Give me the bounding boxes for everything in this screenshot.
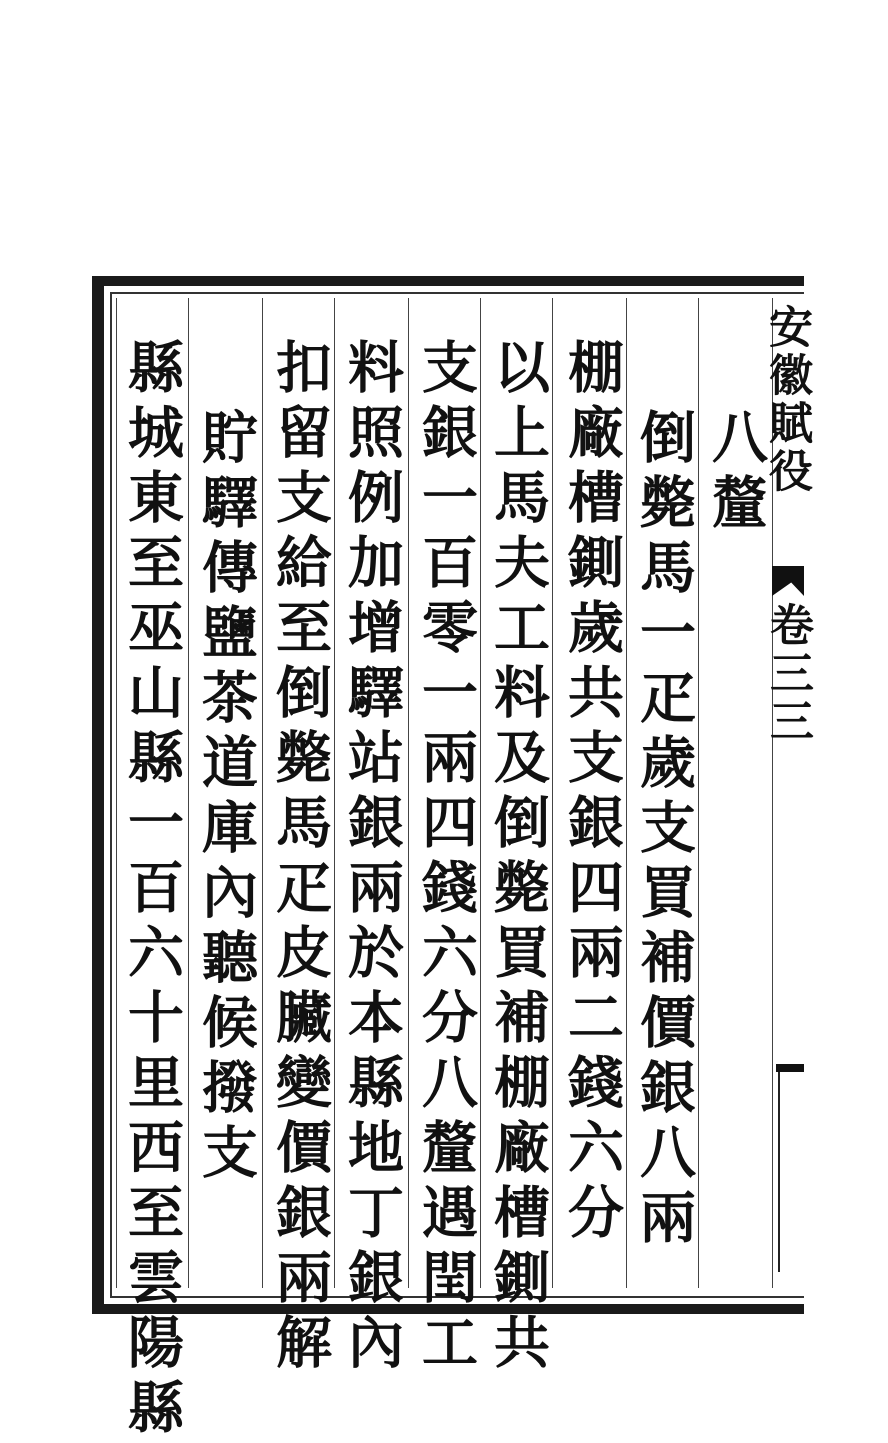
fore-edge-bar	[776, 1064, 804, 1072]
column-rule	[408, 298, 409, 1288]
text-column-7: 扣留支給至倒斃馬疋皮臟變價銀兩解	[267, 338, 333, 1378]
column-rule	[480, 298, 481, 1288]
text-column-4: 以上馬夫工料及倒斃買補棚廠槽鍘共	[485, 338, 551, 1378]
column-rule	[334, 298, 335, 1288]
text-column-9: 縣城東至巫山縣一百六十里西至雲陽縣	[119, 338, 185, 1443]
column-rule	[698, 298, 699, 1288]
text-column-2: 倒斃馬一疋歲支買補價銀八兩	[631, 408, 697, 1253]
text-column-8: 貯驛傳鹽茶道庫內聽候撥支	[193, 408, 259, 1188]
fore-edge-volume: 卷三三	[762, 602, 813, 746]
text-column-5: 支銀一百零一兩四錢六分八釐遇閏工	[413, 338, 479, 1378]
text-column-1: 八釐	[703, 408, 769, 538]
text-column-3: 棚廠槽鍘歲共支銀四兩二錢六分	[559, 338, 625, 1248]
column-rule	[626, 298, 627, 1288]
column-rule	[262, 298, 263, 1288]
column-rule	[552, 298, 553, 1288]
fore-edge-title: 安徽賦役	[761, 304, 812, 496]
column-rule	[116, 298, 117, 1288]
fore-edge-line	[778, 1072, 780, 1272]
text-column-6: 料照例加增驛站銀兩於本縣地丁銀內	[339, 338, 405, 1378]
column-rule	[188, 298, 189, 1288]
